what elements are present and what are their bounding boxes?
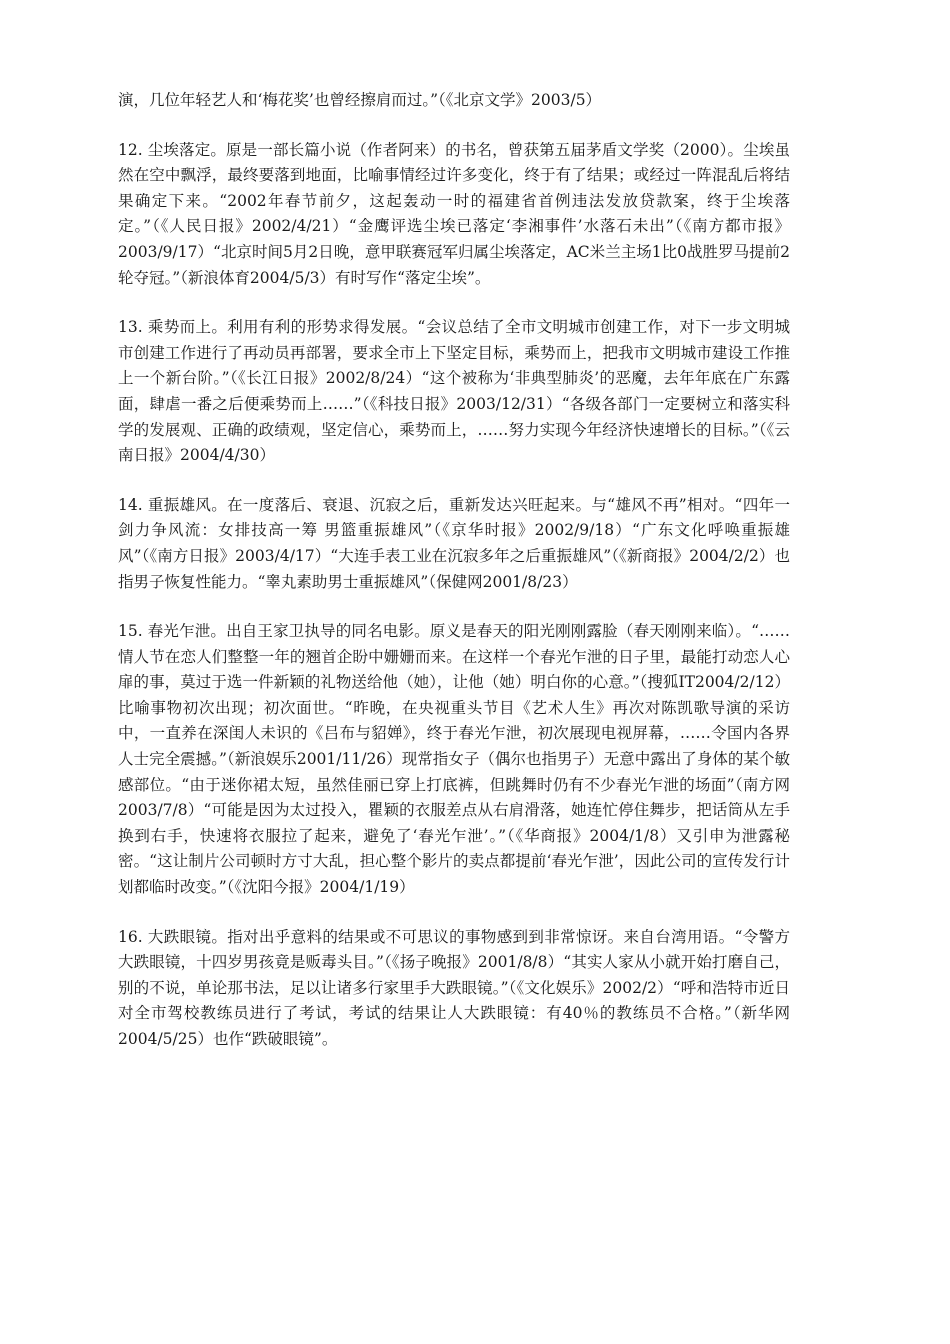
paragraph-entry-15: 15. 春光乍泄。出自王家卫执导的同名电影。原义是春天的阳光刚刚露脸（春天刚刚来临）。“……情人节在恋人们整整一年的翘首企盼中姗姗而来。在这样一个春光乍泄的日子里，最能打动恋人心扉的事，莫过于选一件新颖的礼物送给他（她），让他（她）明白你的心意。”（搜狐IT2004/2/12）比喻事物初次出现；初次面世。“昨晚，在央视重头节目《艺术人生》再次对陈凯歌导演的采访中，一直养在深闺人未识的《吕布与貂婵》，终于春光乍泄，初次展现电视屏幕，……令国内各界人士完全震撼。”（新浪娱乐2001/11/26）现常指女子（偶尔也指男子）无意中露出了身体的某个敏感部位。“由于迷你裙太短，虽然佳丽已穿上打底裤，但跳舞时仍有不少春光乍泄的场面”（南方网2003/7/8）“可能是因为太过投入，瞿颖的衣服差点从右肩滑落，她连忙停住舞步，把话筒从左手换到右手，快速将衣服拉了起来，避免了‘春光乍泄’。”（《华商报》2004/1/8）又引申为泄露秘密。“这让制片公司顿时方寸大乱，担心整个影片的卖点都提前‘春光乍泄’，因此公司的宣传发行计划都临时改变。”（《沈阳今报》2004/1/19） <box>118 622 790 897</box>
paragraph-entry-14: 14. 重振雄风。在一度落后、衰退、沉寂之后，重新发达兴旺起来。与“雄风不再”相对。“四年一剑力争风流：女排技高一筹 男篮重振雄风”（《京华时报》2002/9/18）“广东文化呼唤重振雄风”（《南方日报》2003/4/17）“大连手表工业在沉寂多年之后重振雄风”（《新商报》2004/2/2）也指男子恢复性能力。“睾丸素助男士重振雄风”（保健网2001/8/23） <box>118 495 790 591</box>
document-body <box>118 88 790 1077</box>
paragraph-entry-16: 16. 大跌眼镜。指对出乎意料的结果或不可思议的事物感到到非常惊讶。来自台湾用语。“令警方大跌眼镜，十四岁男孩竟是贩毒头目。”（《扬子晚报》2001/8/8）“其实人家从小就开始打磨自己，别的不说，单论那书法，足以让诸多行家里手大跌眼镜。”（《文化娱乐》2002/2）“呼和浩特市近日对全市驾校教练员进行了考试，考试的结果让人大跌眼镜：有40％的教练员不合格。”（新华网2004/5/25）也作“跌破眼镜”。 <box>118 927 790 1048</box>
paragraph-entry-13: 13. 乘势而上。利用有利的形势求得发展。“会议总结了全市文明城市创建工作，对下一步文明城市创建工作进行了再动员再部署，要求全市上下坚定目标，乘势而上，把我市文明城市建设工作推上一个新台阶。”（《长江日报》2002/8/24）“这个被称为‘非典型肺炎’的恶魔，去年年底在广东露面，肆虐一番之后便乘势而上……”（《科技日报》2003/12/31）“各级各部门一定要树立和落实科学的发展观、正确的政绩观，坚定信心，乘势而上，……努力实现今年经济快速增长的目标。”（《云南日报》2004/4/30） <box>118 318 790 465</box>
paragraph-entry-12: 12. 尘埃落定。原是一部长篇小说（作者阿来）的书名，曾获第五届茅盾文学奖（2000）。尘埃虽然在空中飘浮，最终要落到地面，比喻事情经过许多变化，终于有了结果；或经过一阵混乱后将结果确定下来。“2002年春节前夕，这起轰动一时的福建省首例违法发放贷款案，终于尘埃落定。”（《人民日报》2002/4/21）“金鹰评选尘埃已落定‘李湘事件’水落石未出”（《南方都市报》2003/9/17）“北京时间5月2日晚，意甲联赛冠军归属尘埃落定，AC米兰主场1比0战胜罗马提前2轮夺冠。”（新浪体育2004/5/3）有时写作“落定尘埃”。 <box>118 140 790 287</box>
paragraph-continuation: 演，几位年轻艺人和‘梅花奖’也曾经擦肩而过。”（《北京文学》2003/5） <box>118 91 602 109</box>
